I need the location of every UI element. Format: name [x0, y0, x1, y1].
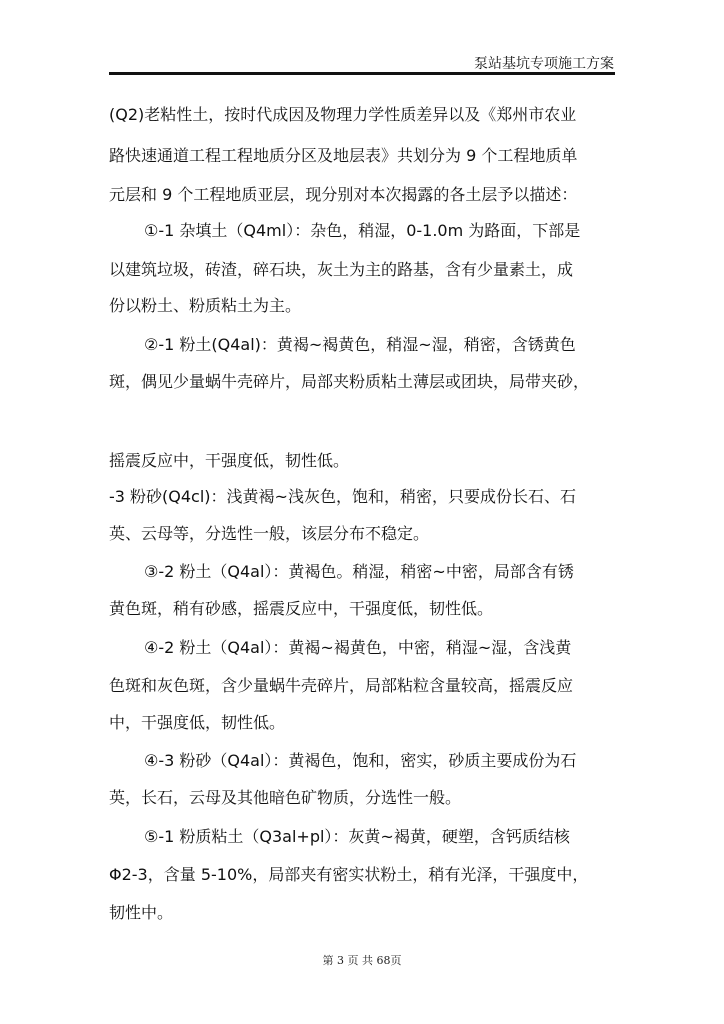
- text-line: 中，干强度低，韧性低。: [109, 713, 286, 732]
- page-number: 第 3 页 共 68页: [322, 954, 402, 967]
- text-line: 英、云母等，分选性一般，该层分布不稳定。: [109, 524, 430, 543]
- text-line: 份以粉土、粉质粘土为主。: [109, 296, 302, 315]
- text-line: ②-1 粉土(Q4al)：黄褐~褐黄色，稍湿~湿，稍密，含锈黄色: [144, 335, 576, 354]
- text-line: 摇震反应中，干强度低，韧性低。: [109, 451, 350, 470]
- text-line: 韧性中。: [109, 903, 174, 922]
- text-line: ①-1 杂填土（Q4ml）：杂色，稍湿，0-1.0m 为路面，下部是: [144, 221, 581, 240]
- text-line: 路快速通道工程工程地质分区及地层表》共划分为 9 个工程地质单: [109, 146, 578, 165]
- text-line: ④-2 粉土（Q4al）：黄褐~褐黄色，中密，稍湿~湿，含浅黄: [144, 638, 572, 657]
- text-line: ④-3 粉砂（Q4al）：黄褐色，饱和，密实，砂质主要成份为石: [144, 751, 577, 770]
- text-line: ⑤-1 粉质粘土（Q3al+pl）：灰黄~褐黄，硬塑，含钙质结核: [144, 827, 570, 846]
- text-line: Φ2-3，含量 5-10%，局部夹有密实状粉土，稍有光泽，干强度中，: [109, 865, 589, 884]
- text-line: ③-2 粉土（Q4al）：黄褐色。稍湿，稍密~中密，局部含有锈: [144, 562, 574, 581]
- text-line: 元层和 9 个工程地质亚层，现分别对本次揭露的各土层予以描述：: [109, 185, 578, 204]
- text-line: 斑，偶见少量蜗牛壳碎片，局部夹粉质粘土薄层或团块，局带夹砂，: [109, 372, 590, 391]
- text-line: 色斑和灰色斑，含少量蜗牛壳碎片，局部粘粒含量较高，摇震反应: [109, 676, 574, 695]
- text-line: (Q2)老粘性土，按时代成因及物理力学性质差异以及《郑州市农业: [109, 105, 577, 124]
- header-title: 泵站基坑专项施工方案: [474, 56, 614, 72]
- text-line: 黄色斑，稍有砂感，摇震反应中，干强度低，韧性低。: [109, 599, 494, 618]
- text-line: 英，长石，云母及其他暗色矿物质，分选性一般。: [109, 788, 462, 807]
- text-line: -3 粉砂(Q4cl)：浅黄褐~浅灰色，饱和，稍密，只要成份长石、石: [109, 487, 576, 506]
- text-line: 以建筑垃圾，砖渣，碎石块，灰土为主的路基，含有少量素土，成: [109, 260, 574, 279]
- header-rule: [109, 72, 615, 75]
